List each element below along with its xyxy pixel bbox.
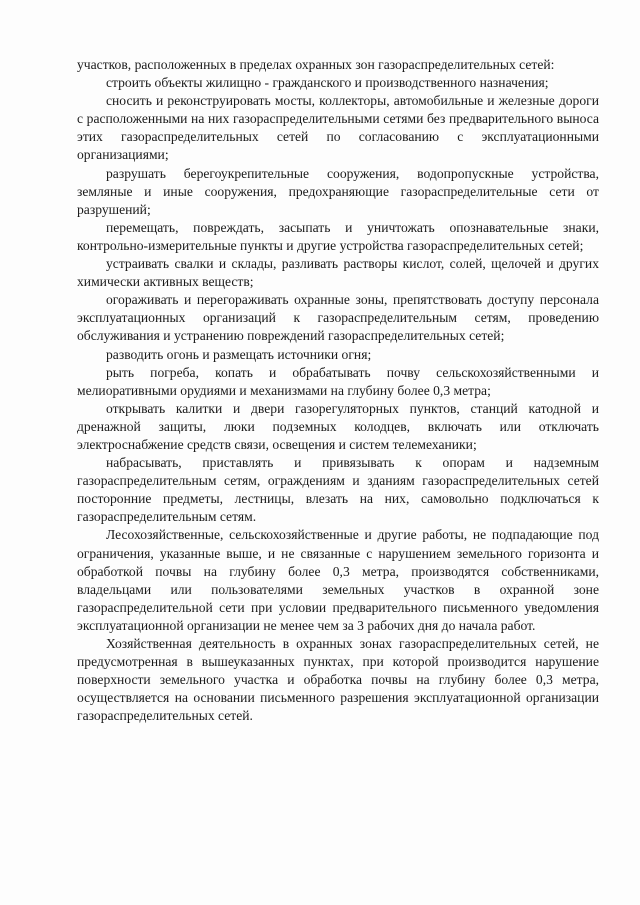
paragraph-item-doors: открывать калитки и двери газорегуляторных пунктов, станций катодной и дренажной защиты, люки подземных колодцев, включать или отключать электроснабжение средств связи, освещения и систем телемеханики;: [77, 400, 599, 452]
paragraph-item-signs: перемещать, повреждать, засыпать и уничтожать опознавательные знаки, контрольно-измерительные пункты и другие устройства газораспределительных сетей;: [77, 219, 599, 253]
paragraph-item-objects: набрасывать, приставлять и привязывать к опорам и надземным газораспределительным сетям, ограждениям и зданиям газораспределительных сетей посторонние предметы, лестницы, влезать на них, самовольно подключаться к газораспределительным сетям.: [77, 455, 599, 525]
paragraph-continuation: участков, расположенных в пределах охранных зон газораспределительных сетей:: [77, 57, 555, 72]
paragraph-item-destroy-structures: разрушать берегоукрепительные сооружения, водопропускные устройства, земляные и иные сооружения, предохраняющие газораспределительные сети от разрушений;: [77, 165, 599, 217]
paragraph-item-dumps: устраивать свалки и склады, разливать растворы кислот, солей, щелочей и других химически активных веществ;: [77, 256, 599, 290]
paragraph-item-fire: разводить огонь и размещать источники огня;: [106, 346, 372, 362]
document-body: [77, 56, 599, 725]
paragraph-item-fencing: огораживать и перегораживать охранные зоны, препятствовать доступу персонала эксплуатационных организаций к газораспределительным сетям, проведению обслуживания и устранению повреждений газораспределительных сетей;: [77, 292, 599, 344]
paragraph-item-demolish: сносить и реконструировать мосты, коллекторы, автомобильные и железные дороги с расположенными на них газораспределительными сетями без предварительного выноса этих газораспределительных сетей по согласованию с эксплуатационными организациями;: [77, 93, 599, 163]
paragraph-item-build: строить объекты жилищно - гражданского и производственного назначения;: [106, 75, 549, 91]
paragraph-economic-activity: Хозяйственная деятельность в охранных зонах газораспределительных сетей, не предусмотренная в вышеуказанных пунктах, при которой производится нарушение поверхности земельного участка и обработка почвы на глубину более 0,3 метра, осуществляется на основании письменного разрешения эксплуатационной организации газораспределительных сетей.: [77, 636, 599, 724]
paragraph-forestry-works: Лесохозяйственные, сельскохозяйственные и другие работы, не подпадающие под ограничения, указанные выше, и не связанные с нарушением земельного горизонта и обработкой почвы на глубину более 0,3 метра, производятся собственниками, владельцами или пользователями земельных участков в охранной зоне газораспределительной сети при условии предварительного письменного уведомления эксплуатационной организации не менее чем за 3 рабочих дня до начала работ.: [77, 527, 599, 633]
paragraph-item-digging: рыть погреба, копать и обрабатывать почву сельскохозяйственными и мелиоративными орудиями и механизмами на глубину более 0,3 метра;: [77, 364, 599, 398]
